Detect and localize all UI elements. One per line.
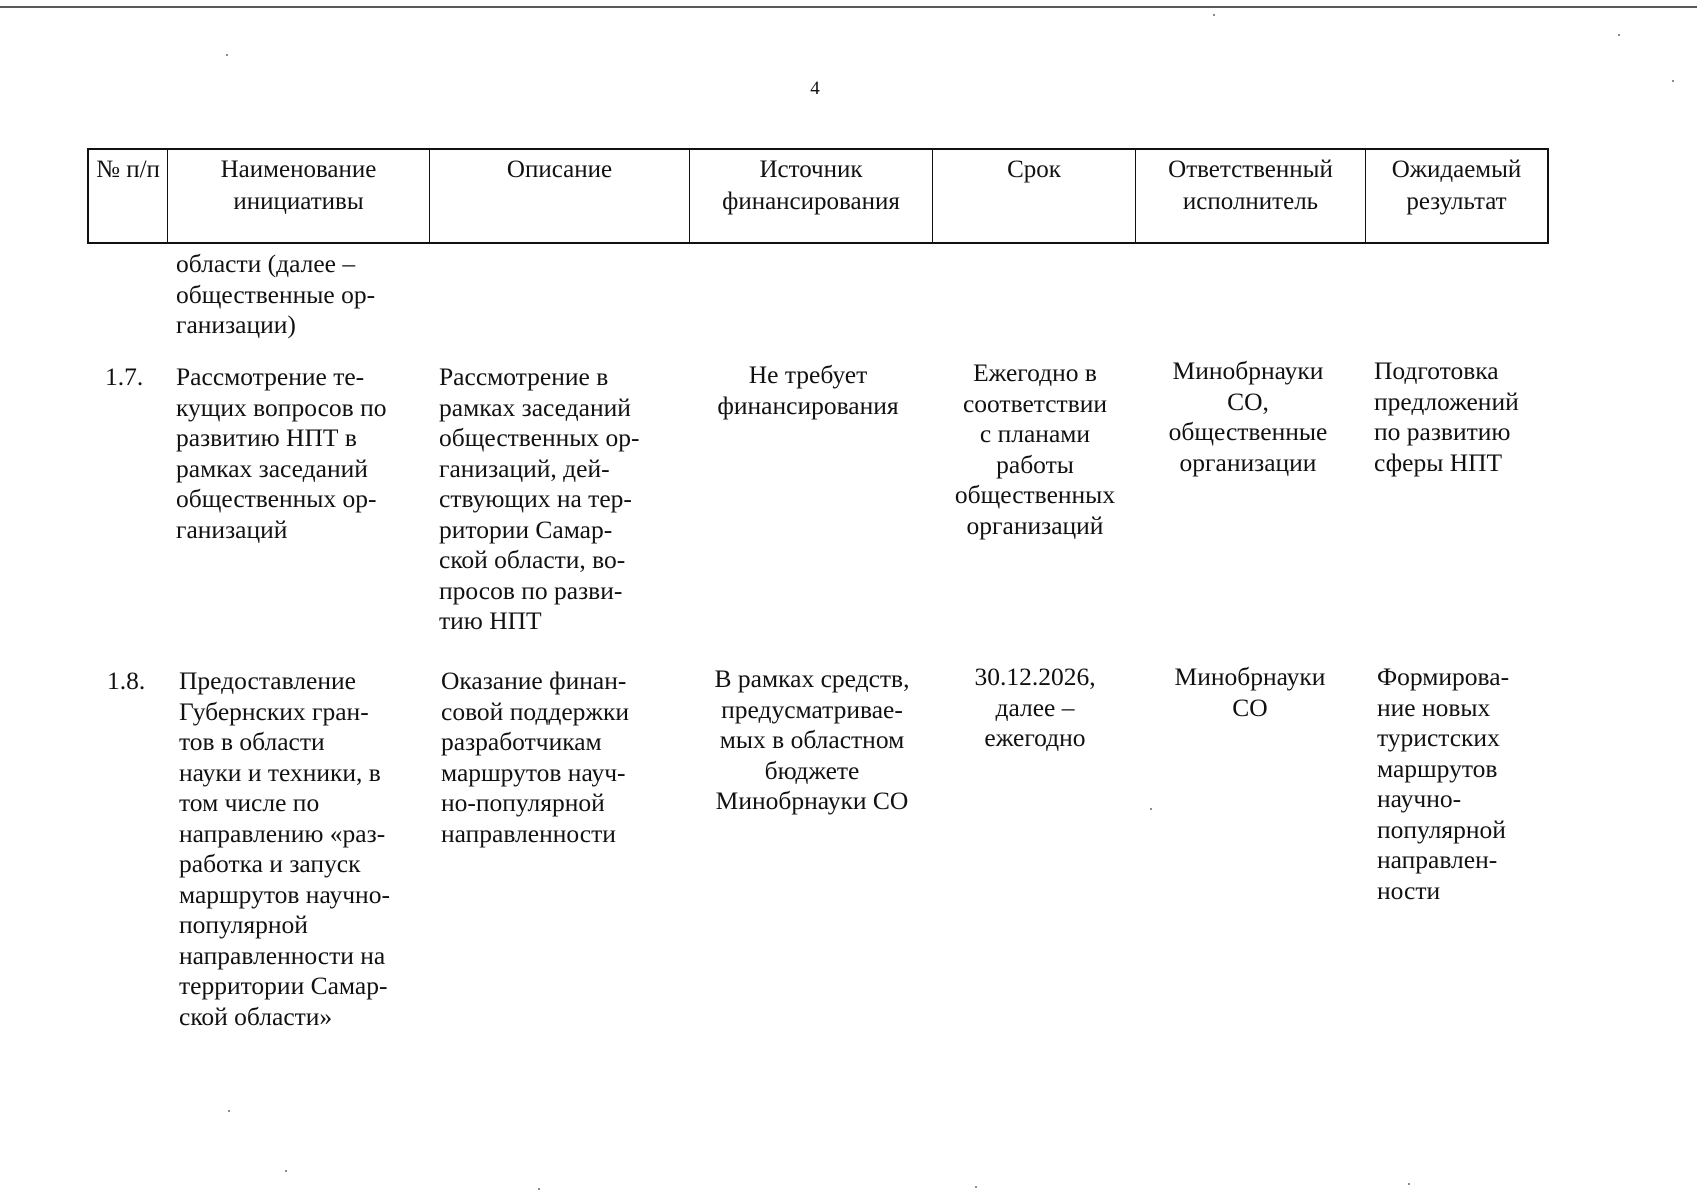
text-line: маршрутов xyxy=(1377,753,1498,783)
text-line: туристских xyxy=(1377,723,1500,752)
row-name-cell xyxy=(176,362,418,545)
row-description-cell xyxy=(439,362,678,637)
row-term-cell xyxy=(935,358,1135,541)
header-responsible: Ответственный исполнитель xyxy=(1136,150,1366,242)
row-result-cell xyxy=(1374,356,1542,478)
text-line: организации xyxy=(1179,447,1317,477)
text-line: с планами xyxy=(979,419,1091,448)
row-responsible-cell xyxy=(1150,662,1350,723)
header-name: Наименование инициативы xyxy=(168,150,430,242)
text-line: соответствии xyxy=(962,388,1108,418)
text-line: СО, xyxy=(1227,386,1269,416)
text-line: области (далее – xyxy=(176,249,356,278)
top-border-line xyxy=(0,6,1697,8)
text-line: Ежегодно в xyxy=(973,358,1097,387)
text-line: ской области» xyxy=(179,1001,333,1031)
text-line: предусматривае- xyxy=(721,694,903,724)
text-line: науки и техники, в xyxy=(179,757,381,787)
text-line: направленности на xyxy=(179,940,386,970)
header-result: Ожидаемый результат xyxy=(1391,156,1522,215)
text-line: Рассмотрение те- xyxy=(176,362,365,391)
row-responsible-cell xyxy=(1148,356,1348,478)
text-line: маршрутов научно- xyxy=(179,879,390,909)
text-line: Рассмотрение в xyxy=(439,362,609,391)
text-line: ствующих на тер- xyxy=(439,484,632,513)
text-line: территории Самар- xyxy=(179,971,388,1000)
text-line: общественных ор- xyxy=(176,484,377,513)
row-term-cell xyxy=(935,662,1135,754)
text-line: общественных xyxy=(954,480,1116,509)
row-number: 1.8. xyxy=(107,666,146,695)
text-line: мых в областном xyxy=(719,725,905,754)
table-header xyxy=(87,148,1549,244)
text-line: рамках заседаний xyxy=(439,392,631,422)
text-line: популярной xyxy=(179,910,308,939)
row-result-cell xyxy=(1377,662,1545,906)
text-line: развитию НПТ в xyxy=(176,423,357,452)
text-line: Оказание финан- xyxy=(441,666,627,695)
text-line: В рамках средств, xyxy=(714,664,910,693)
text-line: разработчикам xyxy=(441,727,602,756)
text-line: Предоставление xyxy=(179,666,356,695)
page-number: 4 xyxy=(810,78,820,99)
text-line: направлению «раз- xyxy=(179,818,386,848)
scan-speck xyxy=(285,1170,287,1172)
text-line: общественные xyxy=(1168,417,1328,446)
text-line: Минобрнауки xyxy=(1174,662,1326,691)
row-description-cell xyxy=(441,666,681,849)
text-line: том числе по xyxy=(179,788,320,817)
text-line: бюджете xyxy=(764,755,860,785)
header-term: Срок xyxy=(933,150,1136,242)
text-line: работка и запуск xyxy=(179,849,361,878)
text-line: тию НПТ xyxy=(439,606,542,635)
text-line: ганизаций, дей- xyxy=(439,453,610,483)
scan-speck xyxy=(1408,1183,1410,1185)
text-line: ние новых xyxy=(1377,692,1491,722)
text-line: кущих вопросов по xyxy=(176,392,387,422)
text-line: сферы НПТ xyxy=(1374,447,1503,477)
scan-speck xyxy=(1618,34,1620,36)
text-line: предложений xyxy=(1374,386,1519,416)
text-line: Не требует xyxy=(748,360,868,389)
text-line: Губернских гран- xyxy=(179,696,369,726)
text-line: общественных ор- xyxy=(439,423,640,452)
scan-speck xyxy=(538,1188,540,1190)
scan-speck xyxy=(1150,808,1152,810)
text-line: Минобрнауки xyxy=(1172,356,1324,385)
text-line: Подготовка xyxy=(1374,356,1499,385)
continuation-name-cell xyxy=(176,249,416,341)
text-line: СО xyxy=(1232,692,1268,722)
header-source: Источник финансирования xyxy=(690,150,933,242)
text-line: совой поддержки xyxy=(441,696,630,726)
text-line: финансирования xyxy=(717,390,899,420)
text-line: общественные ор- xyxy=(176,279,376,309)
text-line: ежегодно xyxy=(984,723,1086,752)
text-line: но-популярной xyxy=(441,788,605,817)
row-source-cell xyxy=(694,664,930,817)
text-line: популярной xyxy=(1377,814,1506,844)
text-line: ности xyxy=(1377,875,1441,905)
row-name-cell xyxy=(179,666,421,1032)
text-line: направлен- xyxy=(1377,845,1498,874)
text-line: научно- xyxy=(1377,784,1462,813)
text-line: ской области, во- xyxy=(439,545,626,574)
header-num: № п/п xyxy=(89,150,168,242)
scan-speck xyxy=(226,54,228,56)
text-line: по развитию xyxy=(1374,417,1511,446)
text-line: Формирова- xyxy=(1377,662,1510,691)
text-line: ганизаций xyxy=(176,514,288,544)
text-line: ганизации) xyxy=(176,310,296,339)
text-line: организаций xyxy=(966,510,1104,540)
text-line: просов по разви- xyxy=(439,575,623,605)
text-line: тов в области xyxy=(179,727,325,756)
scan-speck xyxy=(1672,80,1674,82)
scan-speck xyxy=(228,1110,230,1112)
text-line: работы xyxy=(996,449,1074,479)
row-number: 1.7. xyxy=(105,362,144,391)
scan-speck xyxy=(1213,14,1215,16)
text-line: далее – xyxy=(995,692,1075,722)
row-source-cell xyxy=(692,360,924,421)
text-line: ритории Самар- xyxy=(439,514,613,544)
text-line: рамках заседаний xyxy=(176,453,368,483)
scan-speck xyxy=(975,1186,977,1188)
text-line: маршрутов науч- xyxy=(441,757,626,787)
text-line: направленности xyxy=(441,818,616,848)
text-line: 30.12.2026, xyxy=(974,662,1096,691)
header-description: Описание xyxy=(430,150,690,242)
text-line: Минобрнауки СО xyxy=(715,786,909,815)
